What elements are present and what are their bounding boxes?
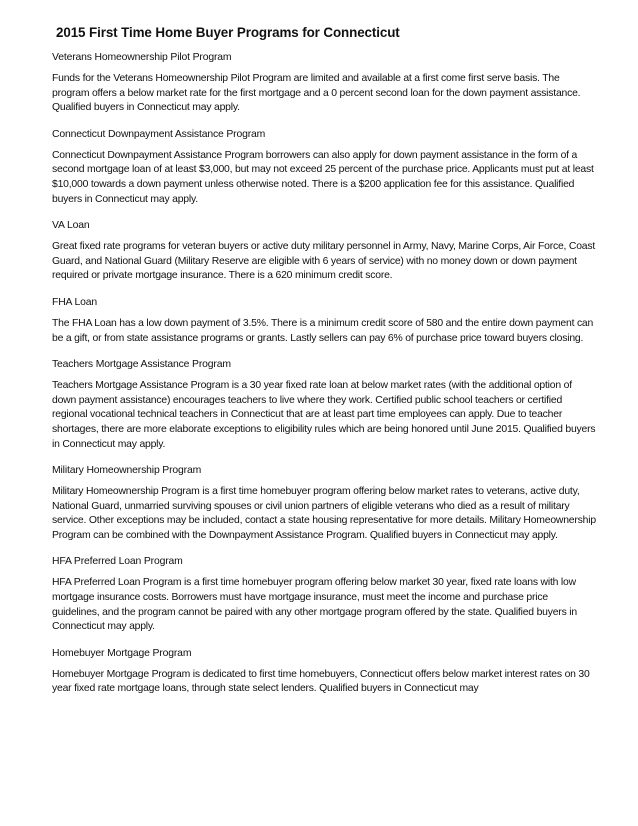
section-heading: Homebuyer Mortgage Program — [52, 647, 192, 659]
section-heading: Teachers Mortgage Assistance Program — [52, 359, 231, 371]
section-teachers-mortgage — [52, 358, 598, 452]
document-page — [52, 24, 598, 709]
section-body: HFA Preferred Loan Program is a first time homebuyer program offering below market 30 year, fixed rate loans with low mortgage insurance costs. Borrowers must have mortgage insurance, must meet the income and purchase price guidelines, and the program cannot be paired with any other mortgage program offered by the state. Qualified buyers in Connecticut may apply. — [52, 577, 577, 633]
section-va-loan — [52, 219, 598, 284]
section-heading: HFA Preferred Loan Program — [52, 556, 183, 568]
section-body: The FHA Loan has a low down payment of 3.5%. There is a minimum credit score of 580 and the entire down payment can be a gift, or from state assistance programs or grants. Lastly sellers can pay 6% of purchase price toward buyers closing. — [52, 317, 594, 344]
section-body: Funds for the Veterans Homeownership Pilot Program are limited and available at a first come first serve basis. The program offers a below market rate for the first mortgage and a 0 percent second loan for the down payment assistance. Qualified buyers in Connecticut may apply. — [52, 73, 581, 114]
section-body: Homebuyer Mortgage Program is dedicated to first time homebuyers, Connecticut offers below market interest rates on 30 year fixed rate mortgage loans, through state select lenders. Qualified buyers in Connecticut may — [52, 668, 590, 695]
section-homebuyer-mortgage — [52, 647, 598, 697]
section-heading: VA Loan — [52, 220, 90, 232]
section-heading: Military Homeownership Program — [52, 465, 202, 477]
section-veterans-homeownership — [52, 51, 598, 116]
section-body: Teachers Mortgage Assistance Program is a 30 year fixed rate loan at below market rates (with the additional option of down payment assistance) encourages teachers to live where they work. Certified public school teachers or certified regional vocational technical teachers in Connecticut that are at least part time employees can apply. Due to teacher shortages, there are more elaborate exceptions to eligibility rules which are being honored until June 2015. Qualified buyers in Connecticut may apply. — [52, 380, 596, 450]
section-heading: FHA Loan — [52, 296, 98, 308]
section-hfa-preferred — [52, 555, 598, 634]
section-heading: Veterans Homeownership Pilot Program — [52, 52, 232, 63]
section-body: Military Homeownership Program is a first time homebuyer program offering below market rates to veterans, active duty, National Guard, unmarried surviving spouses or civil union partners of eligible veterans who died as a result of military service. Other exceptions may be included, contact a state housing representative for more details. Military Homeownership Program can be combined with the Downpayment Assistance Program. Qualified buyers in Connecticut may apply. — [52, 486, 596, 541]
section-fha-loan — [52, 296, 598, 346]
section-body: Great fixed rate programs for veteran buyers or active duty military personnel in Army, Navy, Marine Corps, Air Force, Coast Guard, and National Guard (Military Reserve are eligible with 6 years of service) with no money down or down payment required or private mortgage insurance. There is a 620 minimum credit score. — [52, 241, 596, 282]
section-downpayment-assistance — [52, 128, 598, 207]
section-military-homeownership — [52, 464, 598, 543]
section-body: Connecticut Downpayment Assistance Program borrowers can also apply for down payment assistance in the form of a second mortgage loan of at least $3,000, but may not exceed 25 percent of the purchase price. Applicants must put at least $10,000 towards a down payment unless otherwise noted. There is a $200 application fee for this assistance. Qualified buyers in Connecticut may apply. — [52, 149, 594, 205]
document-title: 2015 First Time Home Buyer Programs for Connecticut — [56, 25, 400, 40]
section-heading: Connecticut Downpayment Assistance Program — [52, 128, 266, 140]
